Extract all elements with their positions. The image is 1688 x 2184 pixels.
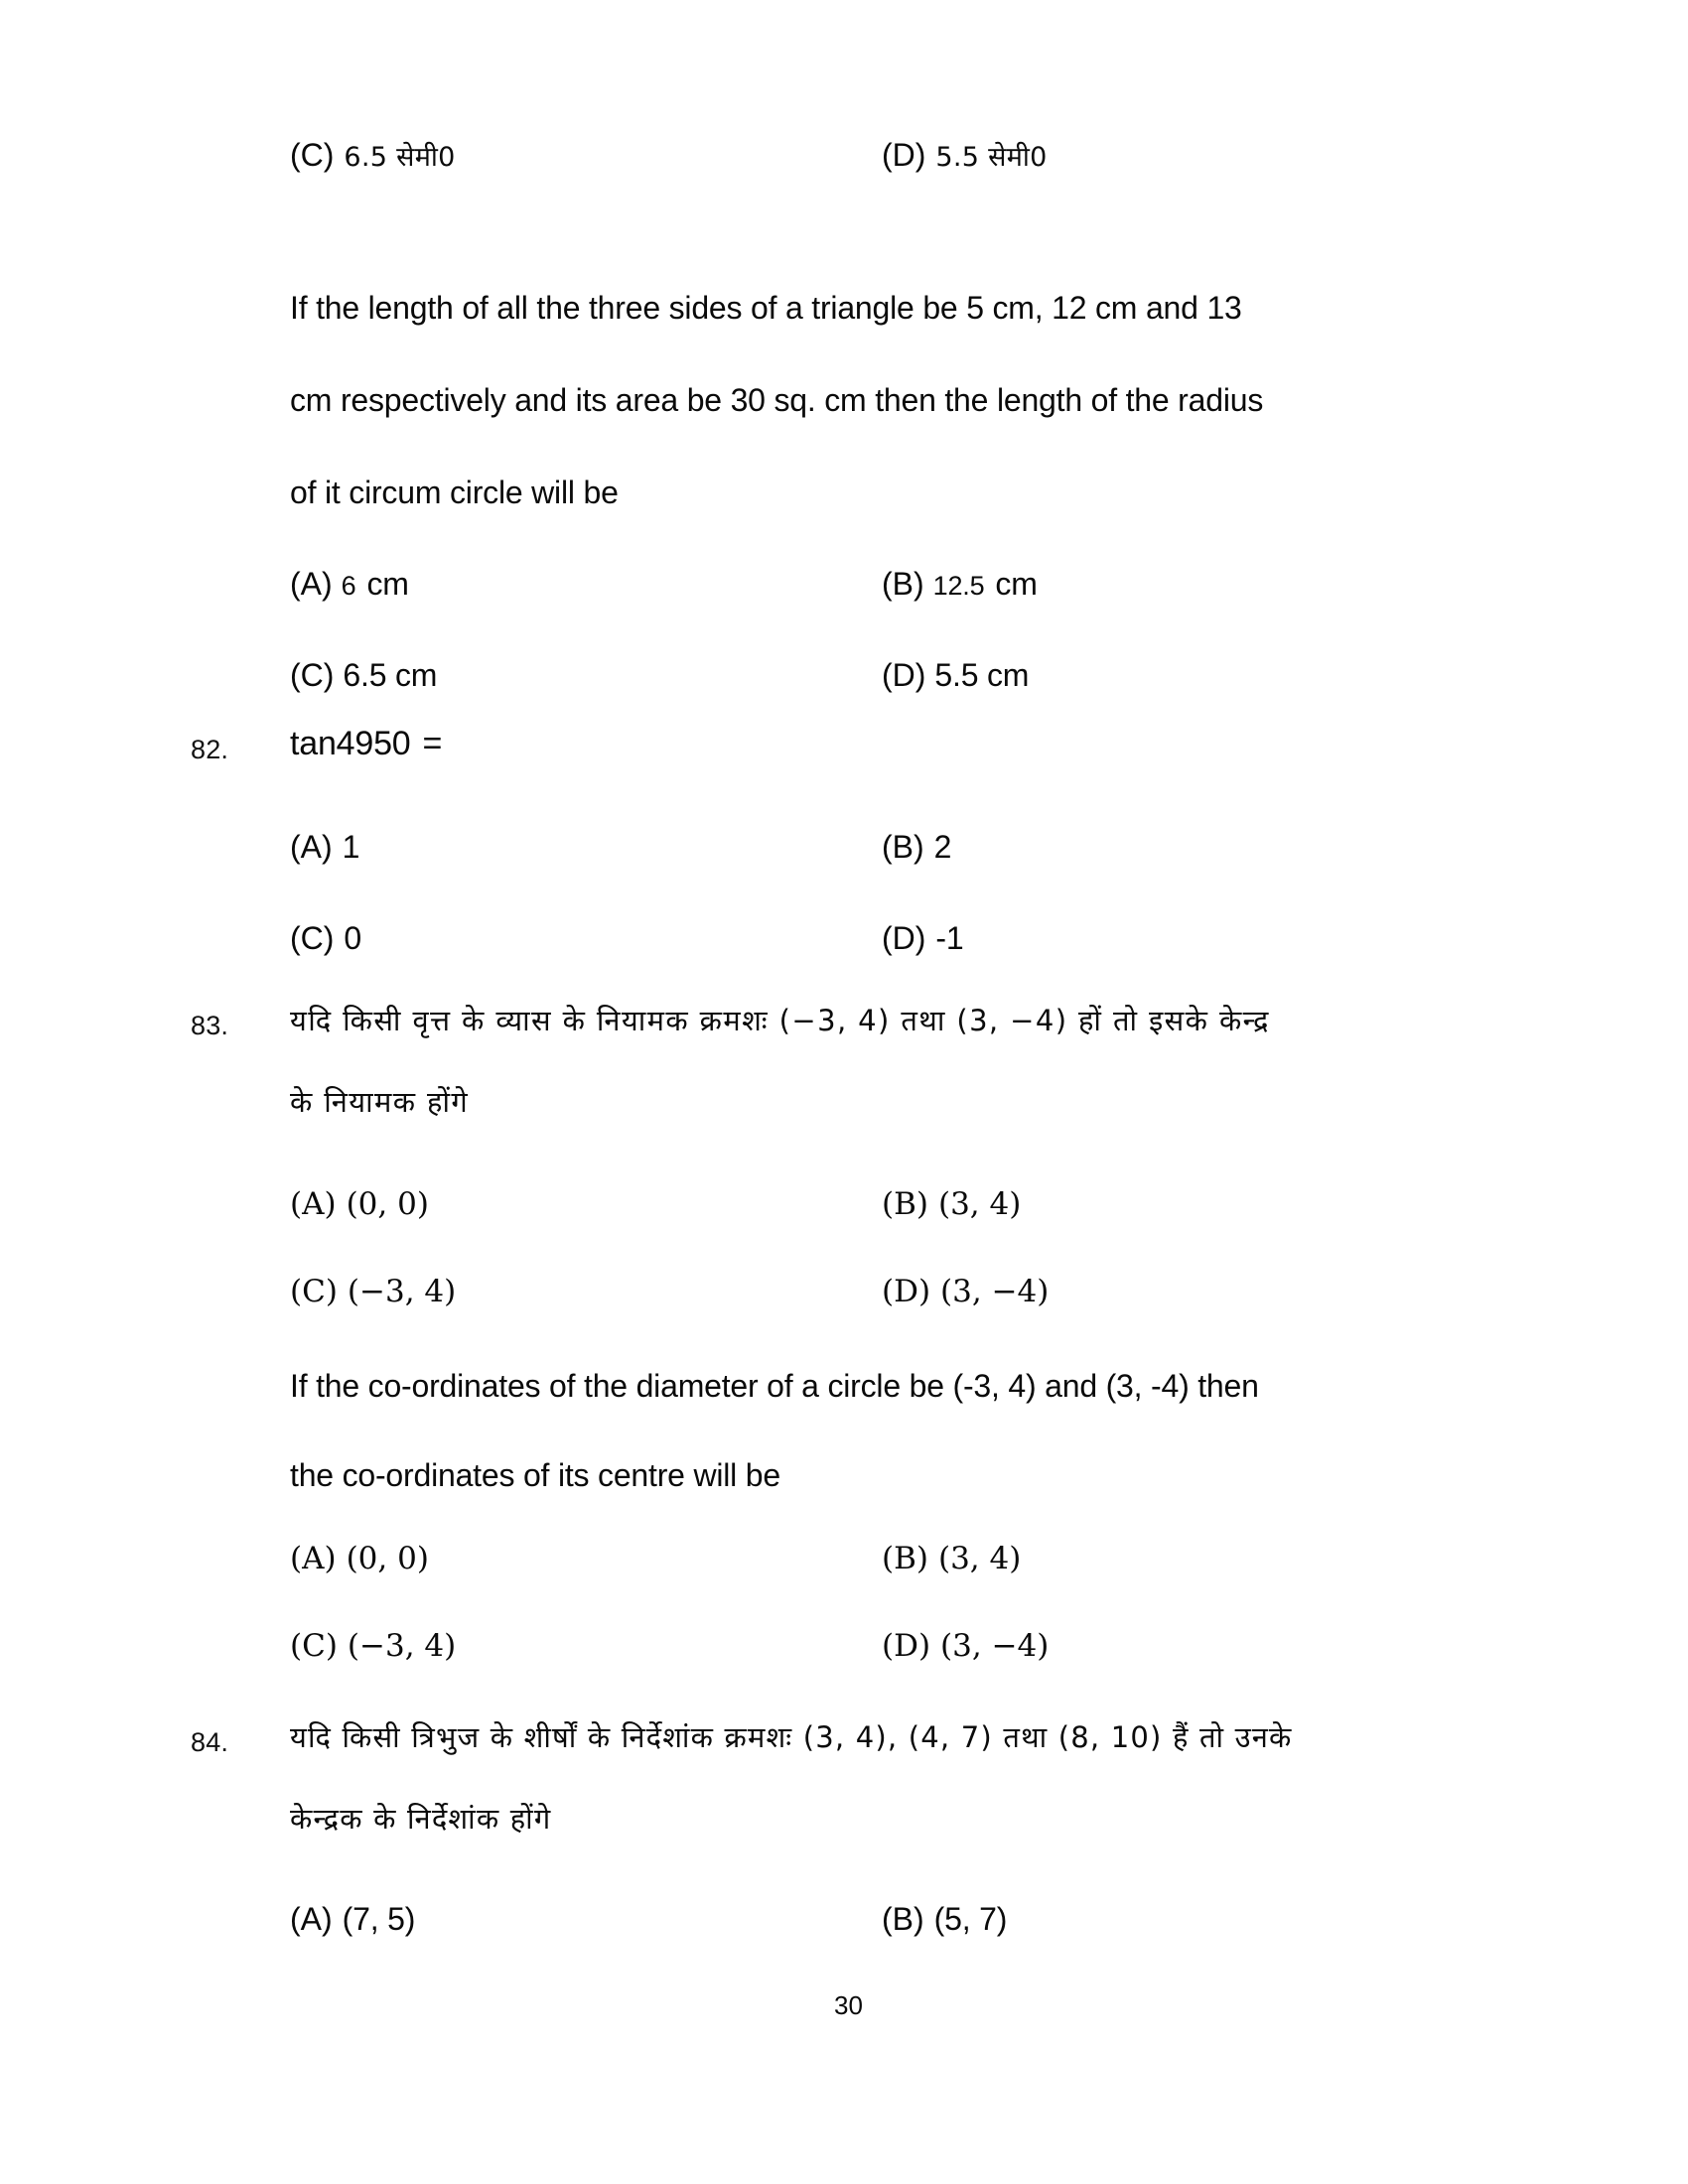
option-value-c: 6.5 सेमी0	[344, 142, 456, 173]
option-label-c: (C)	[290, 1628, 338, 1664]
option-row-q82-b	[882, 829, 951, 866]
question-stem-line-1: If the length of all the three sides of a triangle be 5 cm, 12 cm and 13	[290, 290, 1242, 326]
option-row-q82-d	[882, 920, 963, 957]
option-value-a: (7, 5)	[342, 1901, 416, 1937]
option-value-b: (3, 4)	[937, 1186, 1022, 1222]
question-number-82: 82.	[191, 735, 229, 764]
option-value-a: 1	[342, 829, 360, 865]
option-row-q82-a	[290, 829, 359, 866]
option-row-q81-c	[290, 657, 437, 694]
option-value-c: (−3, 4)	[347, 1274, 457, 1309]
option-row-q83-b	[882, 1186, 1021, 1222]
question-stem-line-3: of it circum circle will be	[290, 475, 619, 510]
option-value-b: (5, 7)	[933, 1901, 1008, 1937]
option-row-q81-hindi-d	[882, 137, 1048, 174]
option-value-d: -1	[935, 920, 964, 956]
option-value-c: 0	[344, 920, 362, 956]
option-label-a: (A)	[290, 1901, 333, 1937]
option-label-a: (A)	[290, 829, 333, 865]
option-label-d: (D)	[882, 920, 926, 956]
option-row-q83e-a	[290, 1541, 429, 1576]
option-label-c: (C)	[290, 1274, 338, 1309]
option-label-d: (D)	[882, 1274, 931, 1309]
option-label-d: (D)	[882, 137, 926, 173]
question-stem-83-hindi-line-1: यदि किसी वृत्त के व्यास के नियामक क्रमशः (−3, 4) तथा (3, −4) हों तो इसके केन्द्र	[290, 1004, 1270, 1037]
option-label-a: (A)	[290, 1186, 337, 1222]
option-label-d: (D)	[882, 1628, 931, 1664]
option-value-d: (3, −4)	[940, 1628, 1050, 1664]
option-row-q81-a	[290, 566, 409, 603]
option-value-a: (0, 0)	[346, 1186, 429, 1222]
option-value-d: 5.5 सेमी0	[935, 142, 1048, 173]
option-row-q83e-b	[882, 1541, 1021, 1576]
option-value-d: (3, −4)	[940, 1274, 1050, 1309]
option-label-d: (D)	[882, 657, 926, 693]
option-value-b-unit: cm	[995, 566, 1038, 602]
question-stem-83-english-line-1: If the co-ordinates of the diameter of a circle be (-3, 4) and (3, -4) then	[290, 1368, 1259, 1404]
option-label-b: (B)	[882, 829, 924, 865]
option-value-a-unit: cm	[366, 566, 409, 602]
option-label-b: (B)	[882, 1186, 928, 1222]
page-number: 30	[834, 1990, 863, 2020]
option-label-c: (C)	[290, 137, 335, 173]
option-row-q81-b	[882, 566, 1038, 603]
stem-expression-equals: =	[422, 725, 443, 762]
option-label-b: (B)	[882, 1541, 928, 1576]
question-stem-83-hindi-line-2: के नियामक होंगे	[290, 1085, 470, 1119]
question-number-83: 83.	[191, 1011, 229, 1040]
option-value-b: (3, 4)	[937, 1541, 1022, 1576]
question-stem-84-hindi-line-1: यदि किसी त्रिभुज के शीर्षों के निर्देशांक क्रमशः (3, 4), (4, 7) तथा (8, 10) हैं तो उनके	[290, 1720, 1293, 1754]
question-stem-84-hindi-line-2: केन्द्रक के निर्देशांक होंगे	[290, 1802, 552, 1836]
option-value-b-number: 12.5	[932, 571, 985, 601]
option-label-b: (B)	[882, 1901, 924, 1937]
option-row-q81-hindi-cd	[290, 137, 456, 174]
question-stem-82: tan495 0 =	[290, 725, 443, 762]
option-value-c: (−3, 4)	[347, 1628, 457, 1664]
option-value-a-number: 6	[341, 571, 356, 601]
option-label-c: (C)	[290, 657, 335, 693]
option-row-q83e-d	[882, 1628, 1049, 1664]
question-stem-line-2: cm respectively and its area be 30 sq. cm then the length of the radius	[290, 382, 1264, 418]
option-row-q83e-c	[290, 1628, 456, 1664]
option-value-d: 5.5 cm	[934, 657, 1030, 693]
option-row-q82-c	[290, 920, 361, 957]
option-label-b: (B)	[882, 566, 924, 602]
option-value-a: (0, 0)	[346, 1541, 429, 1576]
stem-expression-base: tan495	[290, 725, 392, 762]
option-row-q83-a	[290, 1186, 429, 1222]
option-row-q81-d	[882, 657, 1029, 694]
option-row-q83-c	[290, 1274, 456, 1309]
option-value-c: 6.5 cm	[343, 657, 438, 693]
option-label-a: (A)	[290, 566, 333, 602]
option-value-b: 2	[933, 829, 952, 865]
question-stem-83-english-line-2: the co-ordinates of its centre will be	[290, 1457, 780, 1493]
option-label-c: (C)	[290, 920, 335, 956]
option-row-q84-b	[882, 1901, 1007, 1938]
option-label-a: (A)	[290, 1541, 337, 1576]
option-row-q83-d	[882, 1274, 1049, 1309]
option-row-q84-a	[290, 1901, 415, 1938]
question-number-84: 84.	[191, 1727, 229, 1757]
